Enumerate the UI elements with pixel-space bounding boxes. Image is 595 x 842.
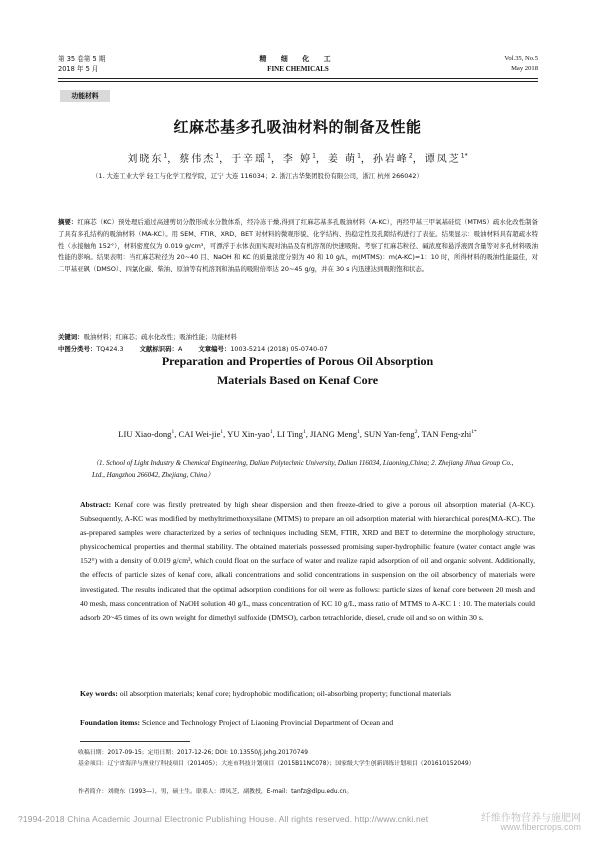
title-cn: 红麻芯基多孔吸油材料的制备及性能: [173, 118, 422, 136]
author-affil-marker: 1: [267, 152, 271, 160]
authors-en: LIU Xiao-dong$^1$, CAI Wei-jie$^1$, YU Xin-yao$^1$, LI Ting$^1$, JIANG Meng$^1$, SUN Yan-feng$^2$, TAN Feng-zhi$^{1*}$: [118, 428, 477, 439]
author-name: LI Ting: [276, 428, 303, 439]
author-name: YU Xin-yao: [227, 428, 270, 439]
author-affil-marker: 1*: [471, 429, 477, 435]
header-rule-thin: [58, 81, 538, 82]
authors-cn: 刘晓东$^1$，蔡伟杰$^1$，于辛瑶$^1$，李 婷$^1$，姜 萌$^1$，孙岩峰$^2$，谭凤芝$^{1*}$: [127, 152, 468, 165]
author-name: JIANG Meng: [310, 428, 358, 439]
copyright-footer: ?1994-2018 China Academic Journal Electronic Publishing House. All rights reserved. http://www.cnki.net: [18, 814, 429, 824]
author-name: 姜 萌: [327, 154, 358, 165]
running-header: [58, 54, 538, 84]
abstract-cn: [58, 217, 538, 276]
author-affil-marker: 2: [414, 429, 418, 435]
journal-name-cn: 精 细 化 工: [259, 55, 337, 63]
abstract-en: [80, 498, 535, 625]
footnote-rule: [80, 741, 190, 742]
author-affil-marker: 2: [408, 152, 413, 160]
title-en-line2: Materials Based on Kenaf Core: [216, 373, 379, 387]
foundation-en-label: Foundation items:: [80, 718, 141, 727]
title-en: [0, 352, 595, 390]
article-no-label: 文章编号：: [198, 345, 231, 353]
header-center: [58, 54, 538, 74]
volume-en: Vol.35, No.5: [504, 55, 538, 62]
author-affil-marker: 1: [302, 429, 306, 435]
header-rule: [58, 78, 538, 79]
author-name: SUN Yan-feng: [364, 428, 415, 439]
section-tag: 功能材料: [60, 90, 110, 102]
article-no-value: 1003-5214 (2018) 05-0740-07: [230, 345, 328, 353]
author-affil-marker: 1: [269, 429, 273, 435]
author-affil-marker: 1: [215, 152, 220, 160]
author-affil-marker: 1: [312, 152, 316, 160]
watermark-url: www.fibercrops.com: [500, 822, 581, 832]
abstract-en-label: Abstract:: [80, 500, 112, 509]
volume-cn: 第 35 卷第 5 期: [58, 55, 106, 63]
abstract-cn-text: 红麻芯（KC）预处理后通过高速剪切分散形成水分散体系，经冷冻干燥,得到了红麻芯基多孔吸油材料（A-KC），再经甲基三甲氧基硅烷（MTMS）疏水化改性制备了具有多孔结构的吸油材料（MA-KC）。用 SEM、FTIR、XRD、BET 对材料的微观形貌、化学结构、热稳定性及孔隙结构进行了表征。结果显示：吸油材料具有超疏水特性（水接触角 152°），材料密度仅为 0.019 g/cm³，可漂浮于水体表面实现对油品及有机溶剂的快速吸附。考察了红麻芯粒径、碱浓度和悬浮液固含量等对多孔材料吸油性能的影响。结果表明：当红麻芯粒径为 20~40 目、NaOH 和 KC 的质量浓度分别为 40 和 10 g/L，m(MTMS)：m(A-KC)=1：10 时，所得材料的吸油性能最佳，对二甲基亚砜（DMSO）、四氯化碳、柴油、原油等有机溶剂和油品的吸附倍率达 20~45 g/g，并在 30 s 内迅速达到吸附饱和状态。: [58, 218, 539, 274]
foundation-en: [80, 716, 535, 730]
author-affil-marker: 1: [220, 429, 224, 435]
affiliation-cn: （1. 大连工业大学 轻工与化学工程学院，辽宁 大连 116034；2. 浙江古华集团股份有限公司，浙江 杭州 266042）: [92, 172, 423, 180]
title-en-line1: Preparation and Properties of Porous Oil Absorption: [161, 354, 434, 368]
keywords-en: [80, 687, 535, 701]
date-en: May 2018: [511, 65, 538, 72]
doc-code-value: A: [177, 345, 183, 353]
header-right: [504, 54, 538, 74]
keywords-en-text: oil absorption materials; kenaf core; hydrophobic modification; oil-absorbing property; functional materials: [119, 689, 452, 698]
author-name: 谭凤芝: [424, 154, 461, 165]
keywords-cn-label: 关键词：: [58, 333, 84, 341]
author-affil-marker: 1: [357, 429, 360, 435]
author-name: 李 婷: [282, 154, 313, 165]
foundation-en-text: Science and Technology Project of Liaoning Provincial Department of Ocean and: [141, 718, 394, 727]
author-affil-marker: 1: [163, 152, 168, 160]
footnote-received: 收稿日期：2017-09-15；定用日期：2017-12-26; DOI: 10.13550/j.jxhg.20170749: [78, 750, 308, 756]
author-affil-marker: 1*: [460, 152, 468, 160]
watermark-cn: 纤维作物营养与施肥网: [481, 813, 581, 824]
footnote-author: 作者简介：刘晓东（1993—），男，硕士生。联系人：谭凤芝，副教授，E-mail：tanfz@dlpu.edu.cn。: [78, 789, 353, 795]
clc-value: TQ424.3: [96, 345, 124, 353]
journal-name-en: FINE CHEMICALS: [267, 65, 329, 73]
keywords-en-label: Key words:: [80, 689, 118, 698]
author-name: 于辛瑶: [231, 154, 268, 165]
doc-code-label: 文献标识码：: [139, 345, 178, 353]
abstract-cn-label: 摘要：: [58, 218, 78, 226]
keywords-cn: [58, 332, 538, 343]
author-affil-marker: 1: [171, 429, 175, 435]
date-cn: 2018 年 5 月: [58, 65, 99, 73]
author-name: 刘晓东: [127, 154, 164, 165]
abstract-en-text: Kenaf core was firstly pretreated by high shear dispersion and then freeze-dried to give a porous oil absorption material (A-KC). Subsequently, A-KC was modified by methyltrimethoxysilane (MTMS) to prepare an oil adsorption material with hierarchical pores(MA-KC). The as-prepared samples were characterized by a series of techniques including SEM, FTIR, XRD and BET to determine the morphology structure, physicochemical properties and thermal stability. The obtained materials possessed promising super-hydrophilic feature (water contact angle was 152°) with a density of 0.019 g/cm³, which could float on the surface of water and realize rapid adsorption of oil and organic solvent. Additionally, the effects of particle sizes of kenaf core, alkali concentrations and solid concentrations in suspension on the oil absorbency of materials were investigated. The results indicated that the optimal adsorption conditions for oil were as follows: particle sizes of kenaf core between 20 mesh and 40 mesh, mass concentration of NaOH solution 40 g/L, mass concentration of KC 10 g/L, mass ratio of MTMS to A-KC 1 : 10. The materials could adsorb 20~45 times of its own weight for dimethyl sulfoxide (DMSO), carbon tetrachloride, diesel, crude oil and so on within 30 s.: [80, 500, 535, 622]
affiliation-en: （1. School of Light Industry & Chemical Engineering, Dalian Polytechnic University, Dalian 116034, Liaoning,China; 2. Zhejiang Jihua Group Co., Ltd., Hangzhou 266042, Zhejiang, China）: [92, 459, 514, 479]
keywords-cn-text: 吸油材料；红麻芯；疏水化改性；吸油性能；功能材料: [83, 333, 237, 341]
clc-label: 中图分类号：: [58, 345, 97, 353]
author-name: 孙岩峰: [372, 154, 409, 165]
author-name: CAI Wei-jie: [178, 428, 221, 439]
author-name: LIU Xiao-dong: [118, 428, 172, 439]
author-name: TAN Feng-zhi: [421, 428, 472, 439]
footnote-fund: 基金项目：辽宁省海洋与渔业厅科技项目（201405）；大连市科技计划项目（2015B11NC078）；国家级大学生创新训练计划项目（201610152049）: [78, 761, 475, 767]
author-affil-marker: 1: [357, 152, 361, 160]
author-name: 蔡伟杰: [179, 154, 216, 165]
